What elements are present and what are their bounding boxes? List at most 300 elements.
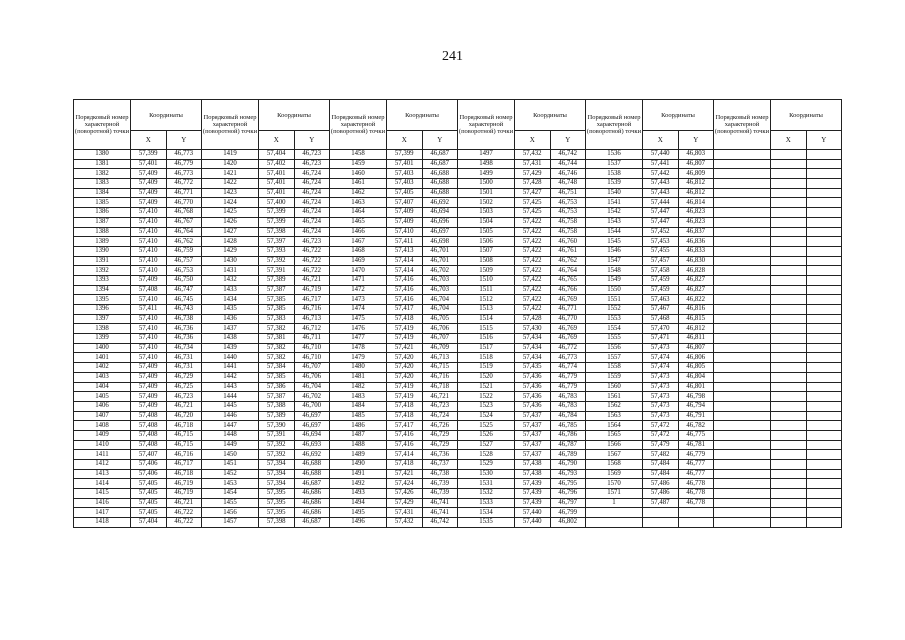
x-cell: 57,443 (643, 188, 679, 198)
point-number-cell: 1461 (330, 179, 387, 189)
point-number-cell: 1502 (458, 198, 515, 208)
y-cell (806, 305, 842, 315)
point-number-cell: 1559 (586, 372, 643, 382)
y-cell: 46,713 (294, 314, 330, 324)
table-row (74, 169, 842, 179)
x-cell: 57,409 (131, 188, 167, 198)
x-cell: 57,394 (259, 469, 295, 479)
x-cell: 57,437 (515, 440, 551, 450)
point-number-cell: 1453 (202, 479, 259, 489)
point-number-cell: 1545 (586, 237, 643, 247)
x-cell: 57,422 (515, 285, 551, 295)
y-cell (806, 227, 842, 237)
y-cell: 46,823 (678, 217, 714, 227)
point-number-cell: 1432 (202, 275, 259, 285)
y-cell: 46,782 (678, 421, 714, 431)
point-number-cell: 1389 (74, 237, 131, 247)
y-cell: 46,767 (166, 217, 202, 227)
x-cell: 57,434 (515, 353, 551, 363)
point-number-cell: 1564 (586, 421, 643, 431)
table-body (74, 150, 842, 528)
point-number-cell: 1 (586, 498, 643, 508)
x-cell (771, 285, 807, 295)
y-cell (806, 421, 842, 431)
point-number-cell (714, 518, 771, 528)
table-row (74, 450, 842, 460)
y-header: Y (422, 131, 458, 150)
x-cell: 57,414 (387, 266, 423, 276)
x-cell: 57,422 (515, 217, 551, 227)
x-cell: 57,402 (259, 159, 295, 169)
point-number-cell (714, 237, 771, 247)
x-cell: 57,399 (387, 150, 423, 160)
y-cell: 46,694 (422, 208, 458, 218)
y-cell: 46,688 (422, 179, 458, 189)
x-cell: 57,410 (131, 353, 167, 363)
y-cell: 46,713 (422, 353, 458, 363)
y-cell: 46,814 (678, 198, 714, 208)
point-number-cell: 1407 (74, 411, 131, 421)
x-cell: 57,422 (515, 237, 551, 247)
y-cell: 46,759 (166, 246, 202, 256)
point-number-cell: 1541 (586, 198, 643, 208)
table-row (74, 460, 842, 470)
x-cell: 57,470 (643, 324, 679, 334)
point-number-cell (714, 295, 771, 305)
x-cell: 57,484 (643, 469, 679, 479)
x-cell: 57,422 (515, 246, 551, 256)
point-number-cell (714, 353, 771, 363)
y-cell (806, 440, 842, 450)
y-cell: 46,715 (166, 430, 202, 440)
y-cell (806, 237, 842, 247)
table-row (74, 275, 842, 285)
y-cell: 46,781 (678, 440, 714, 450)
y-cell: 46,812 (678, 324, 714, 334)
y-cell: 46,799 (550, 508, 586, 518)
x-cell: 57,408 (131, 285, 167, 295)
y-cell: 46,797 (550, 498, 586, 508)
table-row (74, 392, 842, 402)
point-number-cell (586, 508, 643, 518)
table-row (74, 314, 842, 324)
x-cell: 57,473 (643, 392, 679, 402)
x-cell: 57,422 (515, 256, 551, 266)
x-cell: 57,399 (259, 217, 295, 227)
x-cell (771, 159, 807, 169)
x-cell (771, 256, 807, 266)
point-number-cell: 1436 (202, 314, 259, 324)
point-number-cell: 1455 (202, 498, 259, 508)
y-cell: 46,721 (422, 392, 458, 402)
x-cell (771, 343, 807, 353)
y-cell: 46,712 (294, 324, 330, 334)
point-number-cell: 1435 (202, 305, 259, 315)
point-number-cell: 1515 (458, 324, 515, 334)
x-cell: 57,413 (387, 246, 423, 256)
point-number-cell: 1481 (330, 372, 387, 382)
x-cell: 57,452 (643, 227, 679, 237)
x-cell: 57,430 (515, 324, 551, 334)
table-row (74, 150, 842, 160)
point-number-cell: 1470 (330, 266, 387, 276)
y-cell: 46,722 (294, 266, 330, 276)
x-cell (771, 508, 807, 518)
y-cell: 46,774 (550, 363, 586, 373)
y-cell: 46,724 (294, 198, 330, 208)
y-cell (806, 334, 842, 344)
table-row (74, 188, 842, 198)
x-cell: 57,414 (387, 450, 423, 460)
point-number-cell: 1530 (458, 469, 515, 479)
y-cell: 46,736 (422, 450, 458, 460)
x-cell: 57,437 (515, 430, 551, 440)
x-cell (771, 392, 807, 402)
x-cell: 57,459 (643, 275, 679, 285)
point-number-cell: 1509 (458, 266, 515, 276)
x-cell: 57,382 (259, 324, 295, 334)
point-number-cell: 1446 (202, 411, 259, 421)
y-cell: 46,822 (678, 295, 714, 305)
point-number-cell: 1471 (330, 275, 387, 285)
x-cell: 57,392 (259, 440, 295, 450)
point-number-cell: 1532 (458, 489, 515, 499)
x-cell: 57,443 (643, 179, 679, 189)
x-cell: 57,401 (387, 159, 423, 169)
point-number-cell: 1423 (202, 188, 259, 198)
x-cell (771, 421, 807, 431)
x-cell: 57,408 (131, 430, 167, 440)
table-row (74, 469, 842, 479)
point-number-cell: 1441 (202, 363, 259, 373)
point-number-cell: 1485 (330, 411, 387, 421)
y-cell: 46,716 (294, 305, 330, 315)
point-number-cell: 1468 (330, 246, 387, 256)
x-cell: 57,403 (387, 169, 423, 179)
point-number-cell: 1472 (330, 285, 387, 295)
point-number-cell: 1420 (202, 159, 259, 169)
x-cell: 57,391 (259, 266, 295, 276)
x-cell: 57,421 (387, 343, 423, 353)
point-number-cell: 1391 (74, 256, 131, 266)
point-number-cell: 1419 (202, 150, 259, 160)
y-cell: 46,836 (678, 237, 714, 247)
point-number-cell (714, 324, 771, 334)
point-number-cell (714, 179, 771, 189)
point-number-cell: 1565 (586, 430, 643, 440)
point-number-cell: 1429 (202, 246, 259, 256)
point-number-cell: 1396 (74, 305, 131, 315)
y-cell: 46,729 (422, 440, 458, 450)
point-number-cell: 1519 (458, 363, 515, 373)
y-cell: 46,830 (678, 256, 714, 266)
y-cell: 46,687 (294, 479, 330, 489)
point-number-cell: 1506 (458, 237, 515, 247)
point-number-cell: 1388 (74, 227, 131, 237)
y-cell: 46,719 (294, 285, 330, 295)
x-cell: 57,420 (387, 372, 423, 382)
y-cell: 46,791 (678, 411, 714, 421)
point-number-cell: 1533 (458, 498, 515, 508)
y-cell: 46,706 (422, 324, 458, 334)
table-row (74, 518, 842, 528)
y-cell: 46,737 (422, 460, 458, 470)
point-number-cell: 1387 (74, 217, 131, 227)
x-cell: 57,429 (515, 169, 551, 179)
point-number-cell: 1555 (586, 334, 643, 344)
table-row (74, 372, 842, 382)
point-number-cell (714, 411, 771, 421)
y-cell: 46,742 (550, 150, 586, 160)
y-cell: 46,686 (294, 489, 330, 499)
point-number-cell (714, 479, 771, 489)
point-number-cell (714, 498, 771, 508)
point-number-cell (714, 198, 771, 208)
x-cell: 57,422 (515, 275, 551, 285)
y-cell: 46,784 (550, 411, 586, 421)
y-cell (806, 343, 842, 353)
x-cell: 57,426 (387, 489, 423, 499)
y-cell: 46,779 (550, 382, 586, 392)
x-cell (771, 275, 807, 285)
point-number-cell: 1384 (74, 188, 131, 198)
table-row (74, 285, 842, 295)
point-number-cell: 1503 (458, 208, 515, 218)
point-number-cell: 1424 (202, 198, 259, 208)
point-number-cell: 1467 (330, 237, 387, 247)
x-cell: 57,394 (259, 479, 295, 489)
point-number-cell: 1489 (330, 450, 387, 460)
point-number-cell: 1433 (202, 285, 259, 295)
y-cell (806, 392, 842, 402)
y-cell: 46,715 (422, 363, 458, 373)
point-number-cell: 1546 (586, 246, 643, 256)
point-number-cell: 1408 (74, 421, 131, 431)
x-cell: 57,382 (259, 353, 295, 363)
y-cell: 46,769 (550, 324, 586, 334)
y-cell: 46,833 (678, 246, 714, 256)
point-number-cell: 1512 (458, 295, 515, 305)
y-cell (678, 508, 714, 518)
y-cell: 46,693 (294, 440, 330, 450)
y-cell: 46,773 (166, 169, 202, 179)
point-number-cell (714, 401, 771, 411)
y-cell: 46,805 (678, 363, 714, 373)
x-header: X (771, 131, 807, 150)
x-cell: 57,486 (643, 489, 679, 499)
y-cell: 46,722 (166, 508, 202, 518)
point-number-cell: 1473 (330, 295, 387, 305)
point-number-cell: 1567 (586, 450, 643, 460)
point-number-cell: 1412 (74, 460, 131, 470)
x-cell: 57,410 (131, 334, 167, 344)
point-number-cell: 1475 (330, 314, 387, 324)
y-cell (806, 479, 842, 489)
point-number-cell: 1554 (586, 324, 643, 334)
x-cell: 57,410 (387, 227, 423, 237)
point-number-cell: 1409 (74, 430, 131, 440)
y-cell: 46,795 (550, 479, 586, 489)
y-cell: 46,729 (166, 372, 202, 382)
x-cell: 57,453 (643, 237, 679, 247)
x-cell: 57,436 (515, 392, 551, 402)
point-number-cell: 1399 (74, 334, 131, 344)
point-number-cell: 1428 (202, 237, 259, 247)
point-number-header: Порядковый номер характерной (поворотной) точки (458, 100, 515, 150)
x-cell: 57,439 (515, 479, 551, 489)
y-cell: 46,775 (678, 430, 714, 440)
x-cell: 57,401 (259, 169, 295, 179)
y-cell: 46,777 (678, 460, 714, 470)
x-cell: 57,417 (387, 421, 423, 431)
y-cell: 46,687 (294, 518, 330, 528)
point-number-cell: 1513 (458, 305, 515, 315)
y-cell: 46,698 (422, 237, 458, 247)
point-number-cell (714, 256, 771, 266)
table-row (74, 208, 842, 218)
point-number-cell: 1452 (202, 469, 259, 479)
y-cell: 46,790 (550, 460, 586, 470)
x-cell: 57,410 (131, 295, 167, 305)
x-cell: 57,409 (131, 169, 167, 179)
y-cell: 46,724 (294, 179, 330, 189)
y-cell: 46,738 (422, 469, 458, 479)
x-cell: 57,386 (259, 382, 295, 392)
point-number-cell: 1417 (74, 508, 131, 518)
point-number-cell: 1404 (74, 382, 131, 392)
x-cell: 57,390 (259, 421, 295, 431)
x-cell: 57,392 (259, 450, 295, 460)
y-cell: 46,807 (678, 343, 714, 353)
y-cell: 46,778 (678, 479, 714, 489)
y-cell: 46,789 (550, 450, 586, 460)
x-cell: 57,422 (515, 305, 551, 315)
point-number-cell: 1410 (74, 440, 131, 450)
y-cell: 46,697 (294, 421, 330, 431)
point-number-cell: 1449 (202, 440, 259, 450)
y-header: Y (294, 131, 330, 150)
y-cell: 46,783 (550, 392, 586, 402)
point-number-cell (714, 460, 771, 470)
point-number-cell: 1397 (74, 314, 131, 324)
y-cell: 46,769 (550, 334, 586, 344)
y-cell: 46,723 (294, 150, 330, 160)
x-cell: 57,385 (259, 372, 295, 382)
y-cell: 46,716 (166, 450, 202, 460)
point-number-header: Порядковый номер характерной (поворотной) точки (74, 100, 131, 150)
x-cell: 57,416 (387, 430, 423, 440)
y-cell: 46,720 (166, 411, 202, 421)
y-cell: 46,710 (294, 353, 330, 363)
y-cell: 46,722 (294, 246, 330, 256)
x-cell: 57,410 (131, 324, 167, 334)
y-cell: 46,688 (294, 469, 330, 479)
table-row (74, 382, 842, 392)
y-cell: 46,748 (550, 179, 586, 189)
x-cell: 57,441 (643, 159, 679, 169)
x-cell: 57,388 (259, 401, 295, 411)
point-number-cell (714, 508, 771, 518)
x-cell: 57,422 (515, 295, 551, 305)
table-row (74, 411, 842, 421)
y-cell: 46,721 (294, 275, 330, 285)
y-cell: 46,815 (678, 314, 714, 324)
y-cell (806, 188, 842, 198)
y-header: Y (806, 131, 842, 150)
y-cell: 46,787 (550, 440, 586, 450)
x-cell (771, 324, 807, 334)
y-cell (806, 450, 842, 460)
y-cell: 46,802 (550, 518, 586, 528)
point-number-cell: 1568 (586, 460, 643, 470)
y-cell: 46,761 (550, 246, 586, 256)
x-cell: 57,409 (131, 372, 167, 382)
y-cell: 46,768 (166, 208, 202, 218)
x-cell: 57,387 (259, 392, 295, 402)
x-cell: 57,399 (259, 208, 295, 218)
x-cell: 57,437 (515, 421, 551, 431)
y-cell: 46,742 (422, 518, 458, 528)
y-cell: 46,725 (166, 382, 202, 392)
point-number-cell: 1434 (202, 295, 259, 305)
point-number-cell: 1383 (74, 179, 131, 189)
point-number-cell: 1463 (330, 198, 387, 208)
point-number-cell: 1464 (330, 208, 387, 218)
y-cell: 46,828 (678, 266, 714, 276)
point-number-cell: 1495 (330, 508, 387, 518)
point-number-cell: 1508 (458, 256, 515, 266)
point-number-cell: 1439 (202, 343, 259, 353)
y-cell (806, 169, 842, 179)
x-cell: 57,401 (259, 179, 295, 189)
x-cell (771, 401, 807, 411)
y-cell: 46,721 (166, 401, 202, 411)
point-number-cell: 1437 (202, 324, 259, 334)
y-cell (678, 518, 714, 528)
x-cell (771, 314, 807, 324)
point-number-cell: 1448 (202, 430, 259, 440)
point-number-cell: 1469 (330, 256, 387, 266)
point-number-cell: 1562 (586, 401, 643, 411)
x-cell: 57,474 (643, 363, 679, 373)
point-number-cell: 1553 (586, 314, 643, 324)
point-number-cell: 1501 (458, 188, 515, 198)
y-cell: 46,764 (550, 266, 586, 276)
y-cell: 46,701 (422, 246, 458, 256)
y-cell: 46,706 (294, 372, 330, 382)
x-header: X (387, 131, 423, 150)
y-cell: 46,765 (550, 275, 586, 285)
x-cell: 57,435 (515, 363, 551, 373)
x-cell (771, 479, 807, 489)
point-number-cell: 1539 (586, 179, 643, 189)
point-number-cell: 1556 (586, 343, 643, 353)
point-number-cell: 1522 (458, 392, 515, 402)
point-number-cell: 1386 (74, 208, 131, 218)
y-cell (806, 266, 842, 276)
x-cell: 57,405 (131, 498, 167, 508)
x-cell (771, 179, 807, 189)
point-number-cell: 1486 (330, 421, 387, 431)
x-cell: 57,410 (131, 227, 167, 237)
y-cell (806, 295, 842, 305)
point-number-cell: 1484 (330, 401, 387, 411)
point-number-cell: 1454 (202, 489, 259, 499)
x-cell: 57,436 (515, 382, 551, 392)
point-number-cell: 1457 (202, 518, 259, 528)
table-row (74, 498, 842, 508)
point-number-cell: 1395 (74, 295, 131, 305)
